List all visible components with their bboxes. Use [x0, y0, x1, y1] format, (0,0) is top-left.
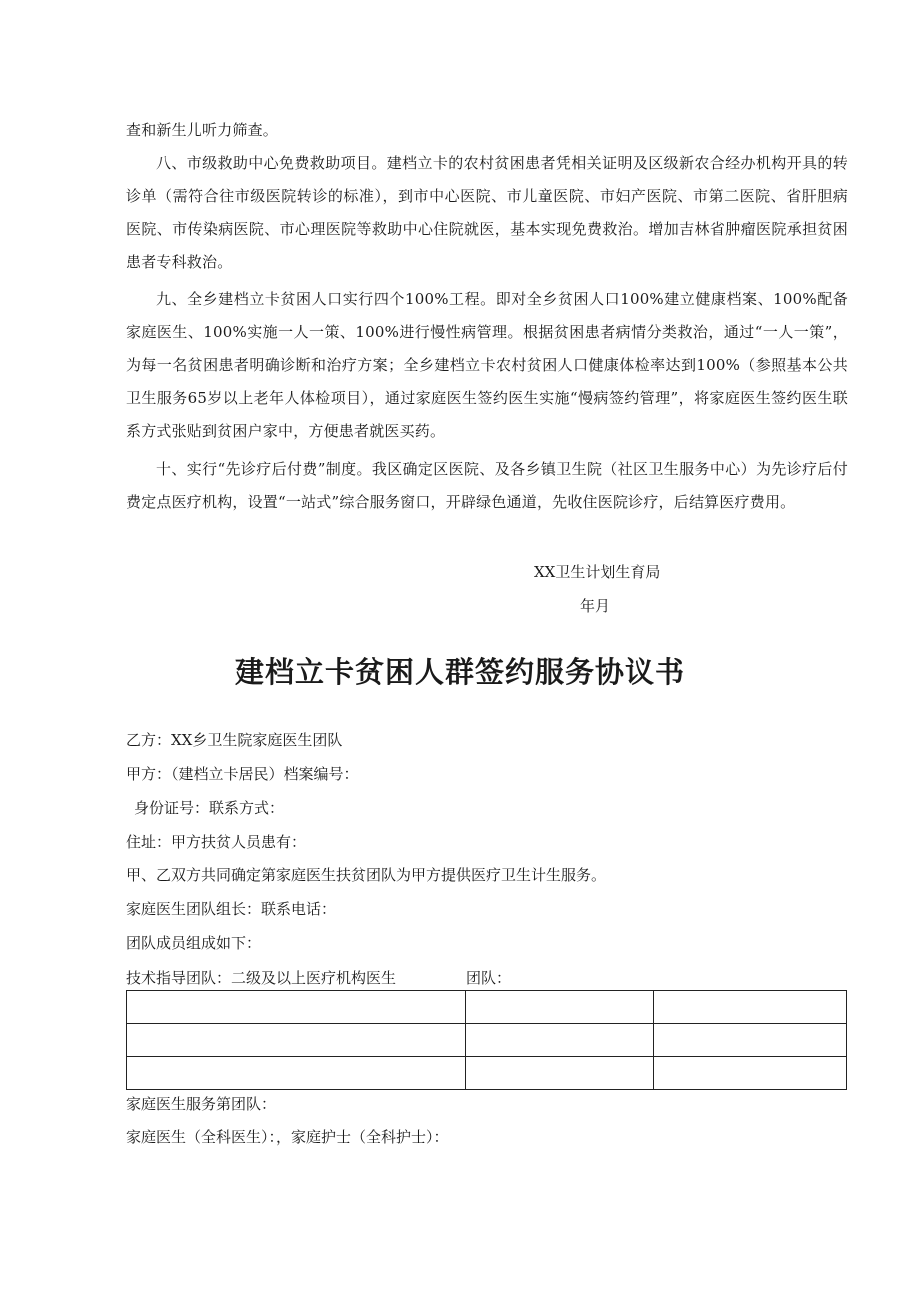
- paragraph-item-9: 九、全乡建档立卡贫困人口实行四个100%工程。即对全乡贫困人口100%建立健康档案、100%配备家庭医生、100%实施一人一策、100%进行慢性病管理。根据贫困患者病情分类救治，通过“一人一策”，为每一名贫困患者明确诊断和治疗方案；全乡建档立卡农村贫困人口健康体检率达到100%（参照基本公共卫生服务65岁以上老年人体检项目），通过家庭医生签约医生实施“慢病签约管理”，将家庭医生签约医生联系方式张贴到贫困户家中，方便患者就医买药。: [126, 290, 848, 440]
- team-leader-line: 家庭医生团队组长：联系电话：: [126, 900, 337, 918]
- table-cell: [654, 1024, 847, 1057]
- table-cell: [465, 991, 654, 1024]
- id-contact-line: 身份证号：联系方式：: [134, 799, 285, 817]
- paragraph-continuation: 查和新生儿听力筛查。: [126, 121, 279, 139]
- table-cell: [654, 1057, 847, 1090]
- service-team-line: 家庭医生服务第团队：: [126, 1095, 277, 1113]
- table-row: [127, 991, 847, 1024]
- table-row: [127, 1057, 847, 1090]
- paragraph-item-8: 八、市级救助中心免费救助项目。建档立卡的农村贫困患者凭相关证明及区级新农合经办机构开具的转诊单（需符合往市级医院转诊的标准），到市中心医院、市儿童医院、市妇产医院、市第二医院、省肝胆病医院、市传染病医院、市心理医院等救助中心住院就医，基本实现免费救治。增加吉林省肿瘤医院承担贫困患者专科救治。: [126, 154, 848, 271]
- team-members-table: [126, 990, 847, 1090]
- signature-org: XX卫生计划生育局: [534, 563, 661, 581]
- team-label: 团队：: [466, 969, 512, 987]
- table-cell: [127, 1024, 466, 1057]
- members-intro-line: 团队成员组成如下：: [126, 934, 262, 952]
- table-cell: [654, 991, 847, 1024]
- address-line: 住址：甲方扶贫人员患有：: [126, 833, 307, 851]
- agreement-title: 建档立卡贫困人群签约服务协议书: [234, 655, 685, 689]
- table-cell: [465, 1024, 654, 1057]
- confirm-line: 甲、乙双方共同确定第家庭医生扶贫团队为甲方提供医疗卫生计生服务。: [126, 866, 607, 884]
- table-cell: [127, 991, 466, 1024]
- signature-date: 年月: [580, 597, 611, 615]
- party-b-line: 乙方：XX乡卫生院家庭医生团队: [126, 731, 343, 749]
- table-cell: [465, 1057, 654, 1090]
- paragraph-item-10: 十、实行“先诊疗后付费”制度。我区确定区医院、及各乡镇卫生院（社区卫生服务中心）为先诊疗后付费定点医疗机构，设置“一站式”综合服务窗口，开辟绿色通道，先收住医院诊疗，后结算医疗费用。: [126, 460, 848, 511]
- table-cell: [127, 1057, 466, 1090]
- tech-team-label: 技术指导团队：二级及以上医疗机构医生: [126, 969, 397, 987]
- table-row: [127, 1024, 847, 1057]
- doctor-nurse-line: 家庭医生（全科医生）：，家庭护士（全科护士）：: [126, 1128, 449, 1146]
- party-a-line: 甲方：（建档立卡居民）档案编号：: [126, 765, 359, 783]
